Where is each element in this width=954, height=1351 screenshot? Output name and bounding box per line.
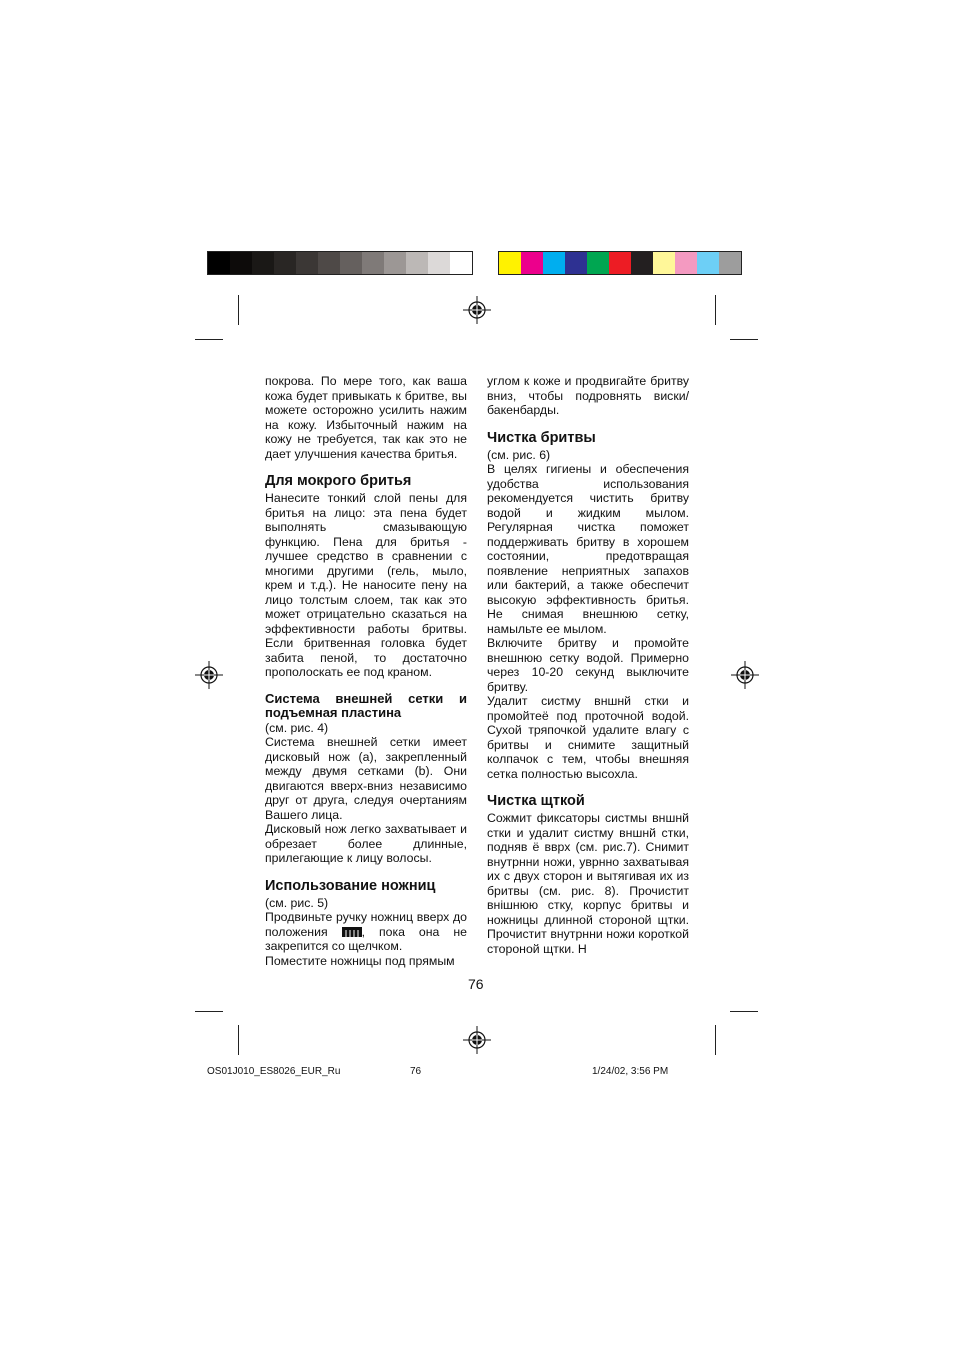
foil-system-text-2: Дисковый нож легко захватывает и обрезает более длинные, прилегающие к лицу волосы. (265, 822, 467, 865)
gray-swatch (296, 252, 318, 274)
registration-mark-icon (195, 661, 223, 689)
process-swatch (521, 252, 543, 274)
process-swatch (587, 252, 609, 274)
trimmer-text-start: Продвиньте ручку ножниц вверх до положения (265, 910, 467, 939)
process-swatch (499, 252, 521, 274)
process-swatch (697, 252, 719, 274)
process-swatch (653, 252, 675, 274)
crop-mark (730, 1011, 758, 1012)
crop-mark (715, 1025, 716, 1055)
figure-reference: (см. рис. 4) (265, 720, 329, 735)
crop-mark (195, 1011, 223, 1012)
gray-swatch (208, 252, 230, 274)
registration-mark-icon (463, 296, 491, 324)
trimmer-text (265, 910, 467, 954)
cleaning-text-2: Включите бритву и промойте внешнюю сетку водой. Примерно через 10-20 секунд выключите бритву. (487, 636, 689, 694)
footer-file: OS01J010_ES8026_EUR_Ru (207, 1066, 341, 1077)
wet-shaving-heading: Для мокрого бритья (265, 473, 412, 489)
gray-swatch (450, 252, 472, 274)
trimmer-text-2: Поместите ножницы под прямым (265, 953, 455, 968)
foil-system-heading: Система внешней сетки и подъемная пластина (265, 690, 467, 720)
trimmer-text-end: , пока она не закрепится со щелчком. (265, 924, 467, 953)
footer-date: 1/24/02, 3:56 PM (592, 1066, 669, 1077)
intro-paragraph: углом к коже и продвигайте бритву вниз, чтобы подровнять виски/ бакенбарды. (487, 374, 689, 417)
process-swatch (609, 252, 631, 274)
right-column (487, 374, 689, 956)
gray-swatch (252, 252, 274, 274)
cleaning-heading: Чистка бритвы (487, 429, 596, 446)
intro-paragraph: покрова. По мере того, как ваша кожа будет привыкать к бритве, вы можете осторожно усилить нажим на кожу. Избыточный нажим на кожу не требуется, так как это не дает улучшения качества бритья. (265, 374, 467, 461)
gray-swatch (274, 252, 296, 274)
gray-swatch (362, 252, 384, 274)
process-swatch (675, 252, 697, 274)
crop-mark (238, 295, 239, 325)
crop-mark (238, 1025, 239, 1055)
gray-swatch (384, 252, 406, 274)
footer-page: 76 (410, 1066, 422, 1077)
gray-color-bar (207, 251, 473, 275)
process-swatch (565, 252, 587, 274)
cleaning-text: В целях гигиены и обеспечения удобства использования рекомендуется чистить бритву водой и жидким мылом. Регулярная чистка поможет поддерживать бритву в хорошем состоянии, предотвращая появление неприятных запахов или бактерий, а также обеспечит высокую эффективность бритья. Не снимая внешнюю сетку, намыльте ее мылом. (487, 462, 689, 636)
crop-mark (715, 295, 716, 325)
page-number: 76 (468, 976, 484, 992)
gray-swatch (230, 252, 252, 274)
left-column (265, 374, 467, 968)
trimmer-heading: Использование ножниц (265, 877, 436, 894)
gray-swatch (406, 252, 428, 274)
gray-swatch (318, 252, 340, 274)
process-swatch (631, 252, 653, 274)
crop-mark (730, 339, 758, 340)
gray-swatch (340, 252, 362, 274)
wet-shaving-text: Нанесите тонкий слой пены для бритья на лицо: эта пена будет выполнять смазывающую функцию. Пена для бритья - лучшее средство в сравнении с многими другими (гель, мыло, крем и т.д.). Не наносите пену на лицо толстым слоем, так как это может отрицательно сказаться на эффективности работы бритвы. Если бритвенная головка будет забита пеной, то достаточно прополоскать ее под краном. (265, 491, 467, 679)
trimmer-position-icon (342, 927, 362, 937)
brush-cleaning-heading: Чистка щткой (487, 793, 585, 809)
gray-swatch (428, 252, 450, 274)
registration-mark-icon (463, 1026, 491, 1054)
process-swatch (719, 252, 741, 274)
process-swatch (543, 252, 565, 274)
process-color-bar (498, 251, 742, 275)
brush-cleaning-text: Сожмит фиксаторы систмы вншнй стки и удалит систму вншнй стки, подняв ё вврх (см. рис.7). Снимит внутрнни ножи, уврнно захватывая их с двух сторон и вытягивая их из бритвы (см. рис. 8). Прочистит внішнюю стку, корпус бритвы и ножницы длинной стороной щтки. Прочистит внутрнни ножи короткой стороной щтки. Н (487, 811, 689, 956)
figure-reference: (см. рис. 5) (265, 895, 329, 910)
foil-system-text: Система внешней сетки имеет дисковый нож (a), закрепленный между двумя сетками (b). Они двигаются вверх-вниз независимо друг от друга, следуя очертаниям Вашего лица. (265, 735, 467, 822)
registration-mark-icon (731, 661, 759, 689)
crop-mark (195, 339, 223, 340)
figure-reference: (см. рис. 6) (487, 447, 551, 462)
cleaning-text-3: Удалит систму вншнй стки и промойтеё под проточной водой. Сухой тряпочкой удалите влагу с бритвы и снимите защитный колпачок с тем, чтобы внешняя сетка полностью высохла. (487, 694, 689, 781)
